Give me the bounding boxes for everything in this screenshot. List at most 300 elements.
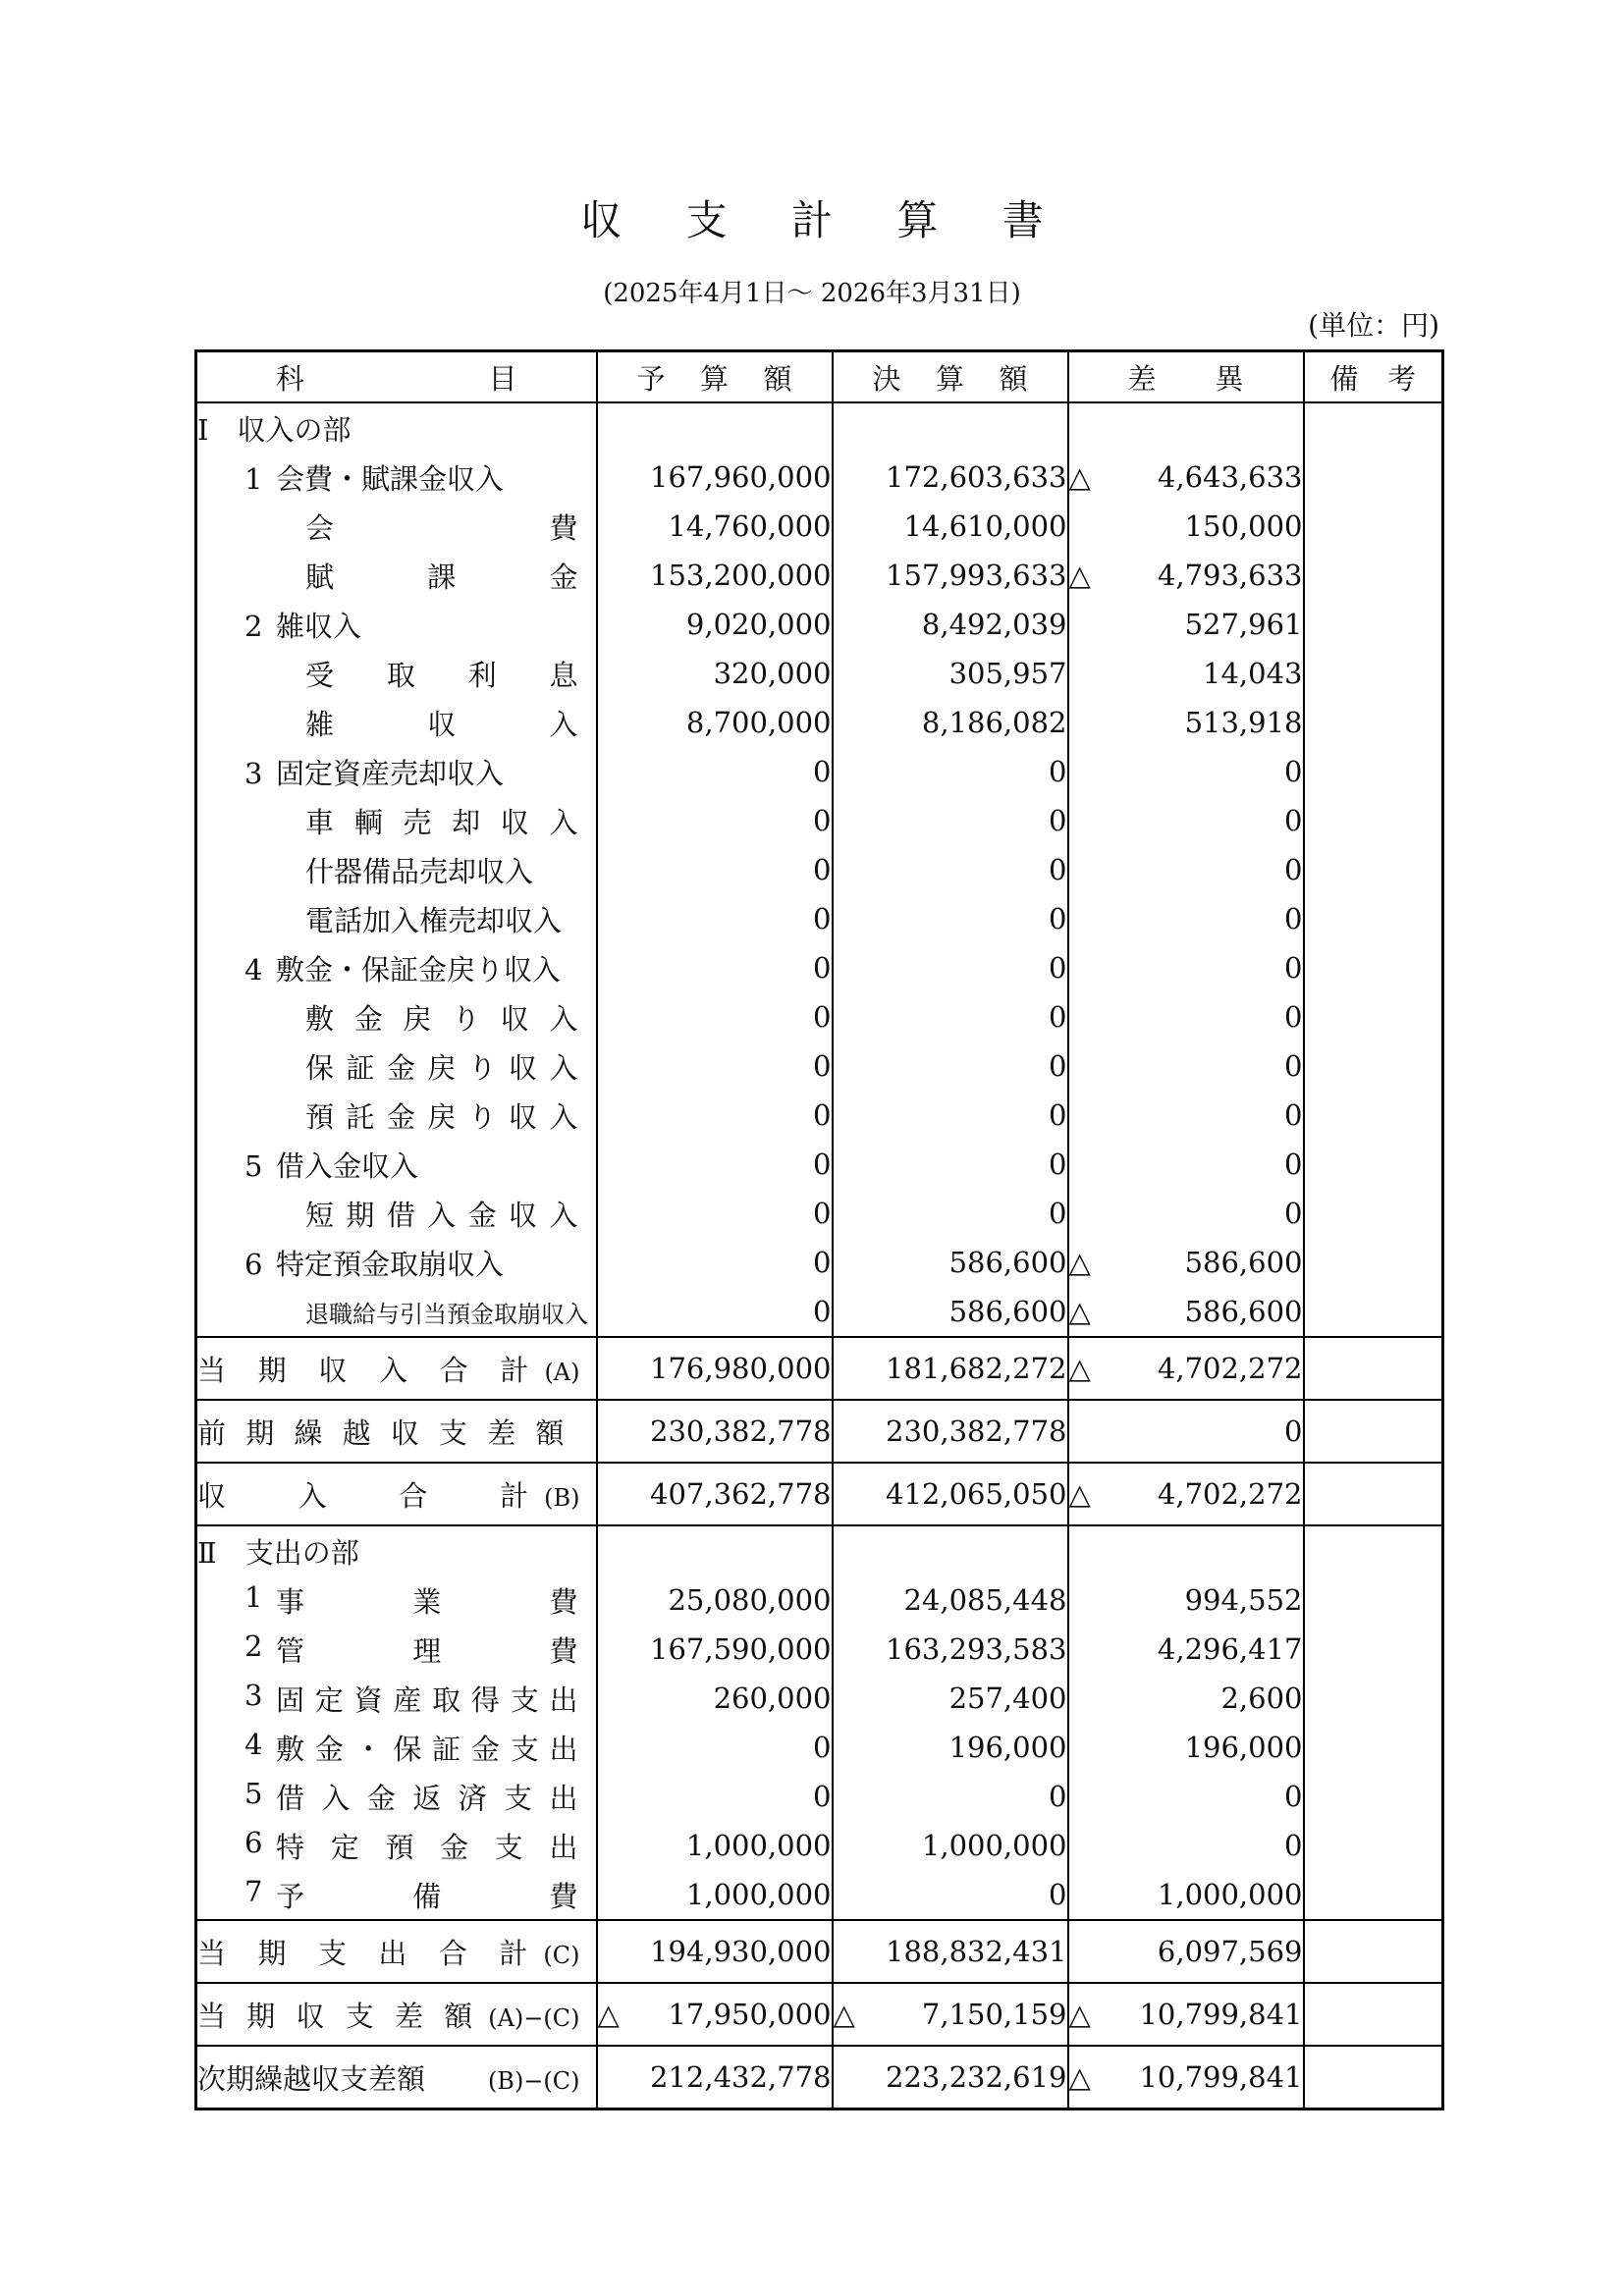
- triangle-mark: [1069, 1148, 1099, 1181]
- amount-value: 0: [813, 755, 832, 788]
- label-char: 戻: [427, 1050, 457, 1085]
- triangle-mark: [1069, 951, 1099, 985]
- label-char: 敷: [305, 1001, 335, 1036]
- difference-inner: [1069, 2060, 1303, 2094]
- triangle-mark: [1069, 1731, 1099, 1764]
- label-char: 電話加入権売却収入: [305, 903, 563, 937]
- label-char: 収: [500, 1001, 529, 1036]
- budget-cell: [597, 1920, 833, 1983]
- category-text: [244, 1728, 596, 1768]
- label-char: 賦: [305, 560, 335, 594]
- difference-cell: [1068, 1625, 1304, 1674]
- subitem-text: [305, 654, 578, 694]
- label-char: 備: [412, 1879, 442, 1913]
- amount-value: 4,793,633: [1157, 559, 1303, 592]
- subitem-label: [196, 698, 597, 747]
- table-row: [196, 1870, 1443, 1920]
- remarks-cell: [1304, 1625, 1443, 1674]
- triangle-mark: [1069, 509, 1099, 543]
- triangle-mark: [1069, 657, 1099, 690]
- total-row: [196, 1920, 1443, 1983]
- item-number: 5: [244, 1776, 263, 1810]
- label-char: 支: [510, 1682, 539, 1717]
- budget-cell: [597, 1091, 833, 1140]
- amount-value: 0: [813, 1148, 832, 1181]
- remarks-cell: [1304, 1525, 1443, 1575]
- amount-value: 24,085,448: [903, 1583, 1067, 1617]
- label-char: 産: [393, 1682, 422, 1717]
- difference-cell: [1068, 1772, 1304, 1821]
- category-label: [196, 1870, 597, 1920]
- difference-cell: [1068, 698, 1304, 747]
- difference-inner: [1069, 559, 1303, 592]
- table-row: [196, 1575, 1443, 1625]
- header-char: 額: [999, 361, 1028, 396]
- amount-value: 196,000: [1184, 1731, 1303, 1764]
- remarks-cell: [1304, 943, 1443, 992]
- amount-value: 4,702,272: [1157, 1477, 1303, 1511]
- fiscal-period: (2025年4月1日〜 2026年3月31日): [603, 279, 1021, 308]
- section-row-income: [196, 402, 1443, 453]
- settlement-cell: [833, 1575, 1068, 1625]
- settlement-cell: [833, 992, 1068, 1041]
- header-subject: [196, 351, 597, 403]
- label-char: 合: [439, 1353, 468, 1387]
- table-row: [196, 1625, 1443, 1674]
- difference-inner: [1069, 1878, 1303, 1911]
- label-char: 売: [403, 805, 432, 839]
- budget-cell: [597, 1140, 833, 1189]
- total-label-chars: [197, 1474, 544, 1515]
- settlement-cell: [833, 698, 1068, 747]
- category-label: [196, 1575, 597, 1625]
- label-char: 課: [427, 560, 457, 594]
- settlement-cell: [833, 453, 1068, 502]
- item-name: 会費・賦課金収入: [276, 461, 505, 496]
- amount-value: 10,799,841: [1139, 2060, 1303, 2094]
- difference-inner: [1069, 460, 1303, 494]
- header-char: 算: [935, 361, 964, 396]
- difference-inner: [1069, 1477, 1303, 1511]
- amount-value: 4,296,417: [1157, 1632, 1303, 1666]
- subitem-label: [196, 1041, 597, 1091]
- table-row: [196, 747, 1443, 796]
- remarks-cell: [1304, 1772, 1443, 1821]
- amount-value: 994,552: [1184, 1583, 1303, 1617]
- amount-value: 150,000: [1184, 509, 1303, 543]
- amount-cell: [833, 1525, 1068, 1575]
- subitem-label: [196, 894, 597, 943]
- amount-value: 0: [1284, 1197, 1303, 1230]
- settlement-cell: [833, 845, 1068, 894]
- total-mark: (A): [544, 1358, 580, 1386]
- amount-value: 0: [813, 1049, 832, 1083]
- total-mark: (C): [543, 1941, 580, 1969]
- label-char: 入: [549, 1001, 578, 1036]
- label-char: 金: [549, 560, 578, 594]
- budget-cell: [597, 600, 833, 649]
- amount-value: 0: [813, 1295, 832, 1328]
- budget-cell: [597, 1625, 833, 1674]
- amount-value: 0: [1284, 1415, 1303, 1448]
- label-char: 収: [390, 1415, 419, 1450]
- subitem-text: [305, 850, 578, 890]
- label-char: 保: [393, 1732, 422, 1766]
- label-char: 出: [549, 1732, 578, 1766]
- amount-value: 586,600: [1184, 1246, 1303, 1279]
- table-row: [196, 1821, 1443, 1870]
- difference-cell: [1068, 1723, 1304, 1772]
- amount-value: 2,600: [1220, 1682, 1303, 1715]
- label-char: 会: [305, 510, 335, 545]
- label-char: 費: [549, 1584, 578, 1619]
- label-char: 収: [318, 1353, 348, 1387]
- budget-cell: [597, 1463, 833, 1525]
- amount-value: 527,961: [1184, 608, 1303, 641]
- label-char: 資: [353, 1682, 383, 1717]
- amount-value: 6,097,569: [1157, 1935, 1303, 1968]
- item-number: 7: [244, 1874, 263, 1908]
- difference-inner: [598, 1935, 832, 1968]
- remarks-cell: [1304, 551, 1443, 600]
- item-number: 6: [244, 1247, 263, 1281]
- label-char: 当: [197, 1936, 227, 1970]
- remarks-cell: [1304, 796, 1443, 845]
- subitem-text: [305, 507, 578, 547]
- category-chars: [276, 1629, 578, 1670]
- remarks-cell: [1304, 2046, 1443, 2109]
- amount-value: 0: [1284, 1780, 1303, 1813]
- label-char: 計: [500, 1478, 529, 1513]
- total-label-chars: [197, 1412, 580, 1452]
- budget-cell: [597, 1772, 833, 1821]
- label-char: 証: [346, 1050, 375, 1085]
- item-name: 敷金・保証金戻り収入: [276, 952, 562, 987]
- triangle-mark: [1069, 1049, 1099, 1083]
- label-char: 入: [549, 1050, 578, 1085]
- difference-inner: [834, 1998, 1067, 2031]
- header-char: 決: [872, 361, 901, 396]
- amount-value: 230,382,778: [650, 1415, 832, 1448]
- difference-cell: [1068, 1337, 1304, 1400]
- table-row: [196, 551, 1443, 600]
- category-label: [196, 1723, 597, 1772]
- table-row: [196, 649, 1443, 698]
- budget-cell: [597, 502, 833, 551]
- triangle-mark: [1069, 706, 1099, 739]
- header-settlement: [833, 351, 1068, 403]
- settlement-cell: [833, 1287, 1068, 1337]
- amount-value: 1,000,000: [685, 1829, 832, 1862]
- difference-cell: [1068, 1575, 1304, 1625]
- label-char: 理: [412, 1633, 442, 1668]
- category-chars: [276, 1728, 578, 1768]
- difference-cell: [1068, 1189, 1304, 1238]
- difference-inner: [1069, 657, 1303, 690]
- amount-value: 0: [1284, 951, 1303, 985]
- difference-inner: [1069, 1682, 1303, 1715]
- difference-inner: [1069, 1000, 1303, 1034]
- amount-value: 14,760,000: [668, 509, 832, 543]
- settlement-cell: [833, 1870, 1068, 1920]
- amount-value: 0: [813, 1098, 832, 1132]
- category-chars: [276, 1777, 578, 1817]
- label-char: 預: [305, 1099, 335, 1134]
- remarks-cell: [1304, 1238, 1443, 1287]
- item-name: 雑収入: [276, 609, 362, 643]
- triangle-mark: [598, 1935, 627, 1968]
- table-row: [196, 796, 1443, 845]
- subitem-label: [196, 551, 597, 600]
- remarks-cell: [1304, 1041, 1443, 1091]
- header-char: 差: [1127, 361, 1157, 396]
- amount-value: 196,000: [948, 1731, 1067, 1764]
- amount-value: 0: [1049, 1148, 1067, 1181]
- label-char: 前: [197, 1415, 227, 1450]
- total-label: [196, 1400, 597, 1463]
- triangle-mark: △: [1068, 1246, 1091, 1279]
- total-label: [196, 1337, 597, 1400]
- total-label: [196, 1920, 597, 1983]
- label-char: 期: [246, 1999, 276, 2033]
- label-char: り: [467, 1099, 497, 1134]
- label-char: 戻: [403, 1001, 432, 1036]
- header-char: 額: [763, 361, 792, 396]
- difference-inner: [1069, 1246, 1303, 1279]
- difference-cell: [1068, 1870, 1304, 1920]
- difference-inner: [834, 1935, 1067, 1968]
- remarks-cell: [1304, 1140, 1443, 1189]
- label-char: 金: [470, 1732, 500, 1766]
- difference-cell: [1068, 747, 1304, 796]
- table-row: [196, 943, 1443, 992]
- remarks-cell: [1304, 1337, 1443, 1400]
- budget-cell: [597, 1983, 833, 2046]
- settlement-cell: [833, 1189, 1068, 1238]
- label-char: 額: [535, 1415, 565, 1450]
- category-text: [244, 1679, 596, 1719]
- category-text: [244, 1580, 596, 1621]
- subitem-text: [305, 1295, 588, 1329]
- triangle-mark: [598, 2060, 627, 2094]
- item-number: 1: [244, 1579, 263, 1614]
- settlement-cell: [833, 2046, 1068, 2109]
- label-char: 計: [500, 1353, 529, 1387]
- difference-cell: [1068, 1041, 1304, 1091]
- difference-inner: [1069, 951, 1303, 985]
- label-char: 定: [314, 1682, 344, 1717]
- settlement-cell: [833, 1772, 1068, 1821]
- amount-value: 0: [1284, 1829, 1303, 1862]
- remarks-cell: [1304, 1189, 1443, 1238]
- triangle-mark: [1069, 1682, 1099, 1715]
- table-row: [196, 453, 1443, 502]
- settlement-cell: [833, 1625, 1068, 1674]
- triangle-mark: [1069, 1829, 1099, 1862]
- header-remarks: [1304, 351, 1443, 403]
- item-number: 4: [244, 1727, 263, 1761]
- remarks-cell: [1304, 1575, 1443, 1625]
- amount-value: 4,643,633: [1157, 460, 1303, 494]
- label-char: 得: [470, 1682, 500, 1717]
- difference-cell: [1068, 943, 1304, 992]
- label-char: 支: [439, 1415, 468, 1450]
- label-char: 戻: [427, 1099, 457, 1134]
- total-label-box: [197, 1932, 596, 1972]
- label-char: 当: [197, 1999, 227, 2033]
- budget-cell: [597, 1238, 833, 1287]
- amount-value: 212,432,778: [650, 2060, 832, 2094]
- subitem-text: [305, 997, 578, 1038]
- difference-cell: [1068, 894, 1304, 943]
- difference-inner: [1069, 902, 1303, 935]
- amount-cell: [1068, 402, 1304, 453]
- amount-value: 0: [1284, 804, 1303, 837]
- triangle-mark: [1069, 1583, 1099, 1617]
- difference-inner: [1069, 755, 1303, 788]
- difference-inner: [1069, 1780, 1303, 1813]
- item-number: 5: [244, 1148, 263, 1183]
- label-char: 預: [385, 1830, 414, 1864]
- label-char: 越: [342, 1415, 371, 1450]
- label-char: 入: [379, 1353, 408, 1387]
- difference-cell: [1068, 453, 1304, 502]
- item-number: 3: [244, 1678, 263, 1712]
- category-label: [196, 943, 597, 992]
- item-number: 2: [244, 609, 263, 643]
- section-label: [196, 402, 597, 453]
- amount-value: 305,957: [948, 657, 1067, 690]
- budget-cell: [597, 747, 833, 796]
- settlement-cell: [833, 796, 1068, 845]
- subitem-text: [305, 556, 578, 596]
- table-row: [196, 992, 1443, 1041]
- category-label: [196, 600, 597, 649]
- difference-inner: [598, 1998, 832, 2031]
- label-char: 収: [509, 1050, 538, 1085]
- amount-value: 8,186,082: [921, 706, 1067, 739]
- difference-cell: [1068, 1821, 1304, 1870]
- amount-value: 513,918: [1184, 706, 1303, 739]
- triangle-mark: △: [597, 1998, 620, 2031]
- table-row: [196, 1091, 1443, 1140]
- label-char: 額: [444, 1999, 473, 2033]
- label-char: 什器備品売却収入: [305, 854, 534, 888]
- category-label: [196, 453, 597, 502]
- table-row: [196, 698, 1443, 747]
- total-label-box: [197, 1349, 596, 1389]
- difference-cell: [1068, 1238, 1304, 1287]
- difference-inner: [1069, 1935, 1303, 1968]
- remarks-cell: [1304, 502, 1443, 551]
- category-label: [196, 747, 597, 796]
- triangle-mark: △: [1068, 1295, 1091, 1328]
- budget-cell: [597, 1337, 833, 1400]
- label-char: 差: [487, 1415, 516, 1450]
- item-number: 6: [244, 1825, 263, 1859]
- difference-inner: [1069, 509, 1303, 543]
- label-char: 出: [549, 1781, 578, 1815]
- budget-cell: [597, 698, 833, 747]
- settlement-cell: [833, 1723, 1068, 1772]
- document-title: 収 支 計 算 書: [580, 196, 1069, 244]
- category-chars: [276, 1826, 578, 1866]
- amount-cell: [597, 1525, 833, 1575]
- amount-value: 586,600: [948, 1246, 1067, 1279]
- label-char: 証: [432, 1732, 461, 1766]
- label-char: 金: [314, 1732, 344, 1766]
- amount-value: 0: [1284, 902, 1303, 935]
- label-char: り: [452, 1001, 481, 1036]
- settlement-cell: [833, 1674, 1068, 1723]
- difference-cell: [1068, 600, 1304, 649]
- amount-value: 8,700,000: [685, 706, 832, 739]
- subitem-label: [196, 796, 597, 845]
- amount-value: 14,043: [1203, 657, 1303, 690]
- budget-cell: [597, 551, 833, 600]
- settlement-cell: [833, 1983, 1068, 2046]
- total-label-chars: [197, 1932, 543, 1972]
- remarks-cell: [1304, 600, 1443, 649]
- difference-cell: [1068, 1287, 1304, 1337]
- label-char: 金: [440, 1830, 469, 1864]
- difference-cell: [1068, 2046, 1304, 2109]
- remarks-cell: [1304, 845, 1443, 894]
- remarks-cell: [1304, 992, 1443, 1041]
- amount-value: 0: [1284, 755, 1303, 788]
- settlement-cell: [833, 1140, 1068, 1189]
- label-char: り: [467, 1050, 497, 1085]
- remarks-cell: [1304, 1723, 1443, 1772]
- label-char: 繰: [294, 1415, 323, 1450]
- label-char: 特: [276, 1830, 305, 1864]
- label-char: 託: [346, 1099, 375, 1134]
- difference-inner: [1069, 1049, 1303, 1083]
- amount-value: 0: [1049, 853, 1067, 886]
- amount-value: 157,993,633: [886, 559, 1067, 592]
- label-char: 固: [276, 1682, 305, 1717]
- category-chars: [276, 1875, 578, 1915]
- header-char: 備: [1329, 361, 1359, 396]
- difference-cell: [1068, 502, 1304, 551]
- remarks-cell: [1304, 1821, 1443, 1870]
- amount-value: 153,200,000: [650, 559, 832, 592]
- item-name: 特定預金取崩収入: [276, 1247, 505, 1281]
- item-number: 1: [244, 461, 263, 496]
- category-label: [196, 1625, 597, 1674]
- amount-value: 7,150,159: [921, 1998, 1067, 2031]
- settlement-cell: [833, 600, 1068, 649]
- amount-value: 0: [1049, 1000, 1067, 1034]
- amount-value: 0: [1284, 1098, 1303, 1132]
- category-text: [244, 1875, 596, 1915]
- label-char: 計: [499, 1936, 528, 1970]
- budget-cell: [597, 1575, 833, 1625]
- total-label-chars: [197, 2057, 488, 2098]
- subitem-text: [305, 801, 578, 841]
- label-char: 業: [412, 1584, 442, 1619]
- amount-value: 230,382,778: [886, 1415, 1067, 1448]
- label-char: 次期繰越収支差額: [197, 2061, 426, 2096]
- label-char: 収: [197, 1478, 227, 1513]
- category-chars: [276, 1679, 578, 1719]
- amount-value: 181,682,272: [886, 1352, 1067, 1385]
- total-row: [196, 1983, 1443, 2046]
- budget-cell: [597, 1674, 833, 1723]
- remarks-cell: [1304, 1983, 1443, 2046]
- amount-value: 188,832,431: [886, 1935, 1067, 1968]
- label-char: 期: [346, 1198, 375, 1232]
